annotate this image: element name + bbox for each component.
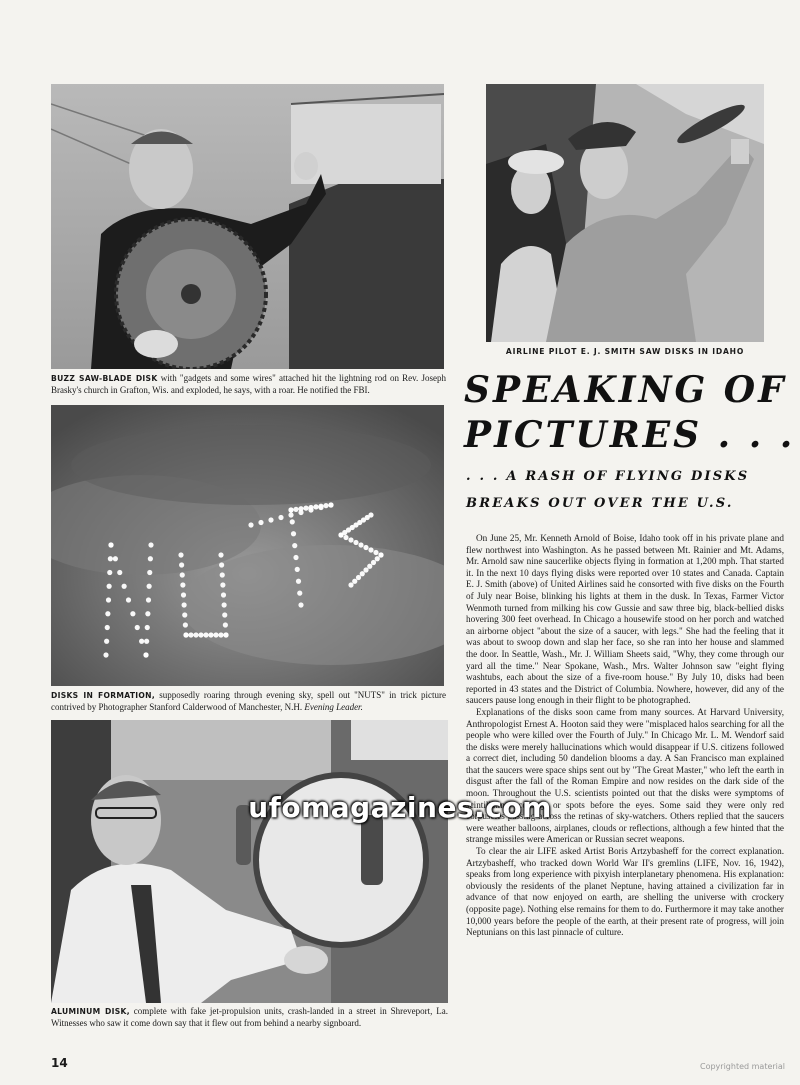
disk-light bbox=[145, 625, 150, 630]
disk-light bbox=[328, 502, 333, 507]
disk-light bbox=[147, 584, 152, 589]
disk-light bbox=[180, 582, 185, 587]
disk-light bbox=[353, 540, 358, 545]
disk-light bbox=[358, 542, 363, 547]
formation-caption-source: Evening Leader. bbox=[304, 701, 363, 712]
disk-light bbox=[183, 632, 188, 637]
disk-light bbox=[220, 582, 225, 587]
disk-light bbox=[293, 555, 298, 560]
disk-light bbox=[218, 552, 223, 557]
disk-light bbox=[303, 506, 308, 511]
disk-light bbox=[143, 652, 148, 657]
disk-light bbox=[343, 535, 348, 540]
disk-light bbox=[268, 517, 273, 522]
formation-caption-lead: DISKS IN FORMATION, bbox=[51, 691, 156, 700]
disk-light bbox=[106, 597, 111, 602]
aluminum-photo-image bbox=[51, 720, 448, 1003]
disk-light bbox=[105, 611, 110, 616]
disk-light bbox=[292, 543, 297, 548]
disk-light bbox=[298, 602, 303, 607]
pilot-photo bbox=[486, 84, 764, 342]
formation-caption-text: supposedly roaring through evening sky, spell out "NUTS" in trick picture contrived by Photographer Stanford Calderwood of Manchester, N.H. bbox=[51, 690, 447, 712]
disk-light bbox=[179, 562, 184, 567]
disk-light bbox=[222, 612, 227, 617]
page-number: 14 bbox=[51, 1056, 68, 1070]
disk-light bbox=[308, 505, 313, 510]
disk-light bbox=[105, 625, 110, 630]
formation-caption bbox=[51, 690, 446, 713]
disk-light bbox=[148, 556, 153, 561]
disk-light bbox=[183, 622, 188, 627]
disk-light bbox=[104, 639, 109, 644]
sawblade-caption-lead: BUZZ SAW-BLADE DISK bbox=[51, 374, 158, 383]
disk-light bbox=[348, 582, 353, 587]
disk-light bbox=[180, 572, 185, 577]
disk-light bbox=[213, 632, 218, 637]
disk-light bbox=[290, 519, 295, 524]
disk-light bbox=[107, 584, 112, 589]
disk-light bbox=[108, 542, 113, 547]
disk-light bbox=[375, 556, 380, 561]
disk-light bbox=[178, 552, 183, 557]
disk-light bbox=[145, 611, 150, 616]
disk-light bbox=[371, 560, 376, 565]
disk-light bbox=[135, 625, 140, 630]
disk-light bbox=[188, 632, 193, 637]
disk-light bbox=[363, 545, 368, 550]
disk-light bbox=[356, 575, 361, 580]
disk-light bbox=[203, 632, 208, 637]
disk-light bbox=[113, 556, 118, 561]
copyright-notice: Copyrighted material bbox=[700, 1062, 786, 1071]
sawblade-caption bbox=[51, 373, 446, 396]
disk-light bbox=[193, 632, 198, 637]
disk-light bbox=[248, 522, 253, 527]
disk-light bbox=[108, 556, 113, 561]
disk-light bbox=[360, 571, 365, 576]
deck-line-2: BREAKS OUT OVER THE U.S. bbox=[466, 496, 734, 511]
disk-light bbox=[219, 562, 224, 567]
deck-line-1: . . . A RASH OF FLYING DISKS bbox=[466, 469, 750, 484]
disk-light bbox=[223, 632, 228, 637]
disk-light bbox=[368, 547, 373, 552]
disk-light bbox=[220, 572, 225, 577]
headline-line-1: SPEAKING OF bbox=[464, 369, 787, 411]
disk-light bbox=[147, 570, 152, 575]
disk-light bbox=[107, 570, 112, 575]
headline-line-2: PICTURES . . . bbox=[464, 414, 796, 456]
disk-light bbox=[126, 597, 131, 602]
disk-light bbox=[367, 564, 372, 569]
article-paragraph-2: Explanations of the disks soon came from many sources. At Harvard University, Anthropologist Ernest A. Hooton said they were "misplaced halos searching for all the people who were killed over the Fourth of July." In Chicago Mr. L. M. Wendorf said the disks were merely hallucinations which would disappear if U.S. citizens followed a correct diet, including 50 dandelion blooms a day. A San Francisco man explained that the saucers were space ships sent out by "The Great Master," who left the earth in disgust after the fall of the Roman Empire and now resides on the dark side of the moon. Throughout the U.S. scientists pointed out that the disks were symptoms of scintillating scotomy, or spots before the eyes. Some said they were only red corpuscles passing across the retinas of sky-watchers. Others replied that the saucers were weather balloons, airplanes, clouds or reflections, although a few hinted that the strange missiles were American or Russian secret weapons. bbox=[466, 706, 784, 845]
sawblade-caption-text: with "gadgets and some wires" attached hit the lightning rod on Rev. Joseph Brasky's church in Grafton, Wis. and exploded, he says, with a roar. He notified the FBI. bbox=[51, 373, 446, 395]
disk-light bbox=[218, 632, 223, 637]
disk-light bbox=[296, 579, 301, 584]
disk-light bbox=[348, 537, 353, 542]
disk-light bbox=[338, 532, 343, 537]
disk-light bbox=[298, 506, 303, 511]
disk-light bbox=[378, 552, 383, 557]
disk-light bbox=[222, 602, 227, 607]
disk-light bbox=[318, 504, 323, 509]
disk-light bbox=[148, 542, 153, 547]
formation-photo-image bbox=[51, 405, 444, 686]
pilot-caption: AIRLINE PILOT E. J. SMITH SAW DISKS IN IDAHO bbox=[505, 347, 745, 356]
disk-light bbox=[352, 579, 357, 584]
sawblade-photo bbox=[51, 84, 444, 369]
sawblade-photo-image bbox=[51, 84, 444, 369]
disk-light bbox=[288, 507, 293, 512]
aluminum-photo bbox=[51, 720, 448, 1003]
disk-light bbox=[258, 520, 263, 525]
disk-light bbox=[117, 570, 122, 575]
disk-light bbox=[182, 612, 187, 617]
disk-light bbox=[297, 591, 302, 596]
disk-light bbox=[181, 592, 186, 597]
disk-light bbox=[313, 504, 318, 509]
disk-light bbox=[122, 584, 127, 589]
disk-light bbox=[373, 550, 378, 555]
formation-photo bbox=[51, 405, 444, 686]
disk-light bbox=[288, 512, 293, 517]
disk-light bbox=[221, 592, 226, 597]
disk-light bbox=[139, 639, 144, 644]
aluminum-caption bbox=[51, 1006, 448, 1029]
pilot-photo-image bbox=[486, 84, 764, 342]
watermark: ufomagazines.com bbox=[248, 791, 552, 824]
aluminum-caption-text: complete with fake jet-propulsion units, crash-landed in a street in Shreveport, La. Witnesses who saw it come down say that it flew out from behind a nearby signboard. bbox=[51, 1006, 448, 1028]
disk-light bbox=[223, 622, 228, 627]
disk-light bbox=[293, 507, 298, 512]
disk-light bbox=[146, 597, 151, 602]
disk-light bbox=[278, 515, 283, 520]
article-paragraph-1: On June 25, Mr. Kenneth Arnold of Boise, Idaho took off in his private plane and flew northwest into Washington. As he passed between Mt. Rainier and Mt. Adams, Mr. Arnold saw nine saucerlike objects flying in formation at 1,200 mph. That started it. In the next 10 days flying disks were reported over 10 states and Canada. Captain E. J. Smith (above) of United Airlines said he consorted with five disks on the Fourth of July near Boise, blinking his lights at them in the dusk. In Texas, Farmer Victor Wenmoth turned from milking his cow Gussie and saw three big, black-bellied disks hovering 300 feet overhead. In Chicago a housewife stood on her porch and watched an airborne object "about the size of a saucer, with legs." She had the feeling that it was about to swoop down and slap her face, so she ran into her house and slammed the door. In Seattle, Wash., Mr. J. William Sheets said, "Why, they come through our yard all the time." Near Spokane, Wash., Mrs. Walter Johnson saw "eight flying washtubs, each about the size of a five-room house." By July 10, disks had been reported in 43 states and the District of Columbia. Nowhere, however, did any of the saucers pause long enough in their flight to be photographed. bbox=[466, 533, 784, 706]
disk-light bbox=[323, 503, 328, 508]
disk-light bbox=[295, 567, 300, 572]
disk-light bbox=[291, 531, 296, 536]
aluminum-caption-lead: ALUMINUM DISK, bbox=[51, 1007, 130, 1016]
disk-light bbox=[363, 567, 368, 572]
article-paragraph-3: To clear the air LIFE asked Artist Boris Artzybasheff for the correct explanation. Artzybasheff, who tracked down World War II's gremlins (LIFE, Nov. 16, 1942), speaks from long experience with pixyish interplanetary phenomena. His explanation: obviously the residents of the planet Neptune, having attained a civilization far in advance of that now enjoyed on earth, are shelling the universe with crockery (opposite page). Nothing else remains for them to do. Furthermore it may take another 10,000 years before the people of the earth, at their present rate of progress, will join Neptunians on this last pinnacle of culture. bbox=[466, 846, 784, 938]
disk-light bbox=[208, 632, 213, 637]
disk-light bbox=[144, 639, 149, 644]
disk-light bbox=[198, 632, 203, 637]
article-body bbox=[466, 533, 784, 939]
disk-light bbox=[130, 611, 135, 616]
disk-light bbox=[103, 652, 108, 657]
disk-light bbox=[182, 602, 187, 607]
